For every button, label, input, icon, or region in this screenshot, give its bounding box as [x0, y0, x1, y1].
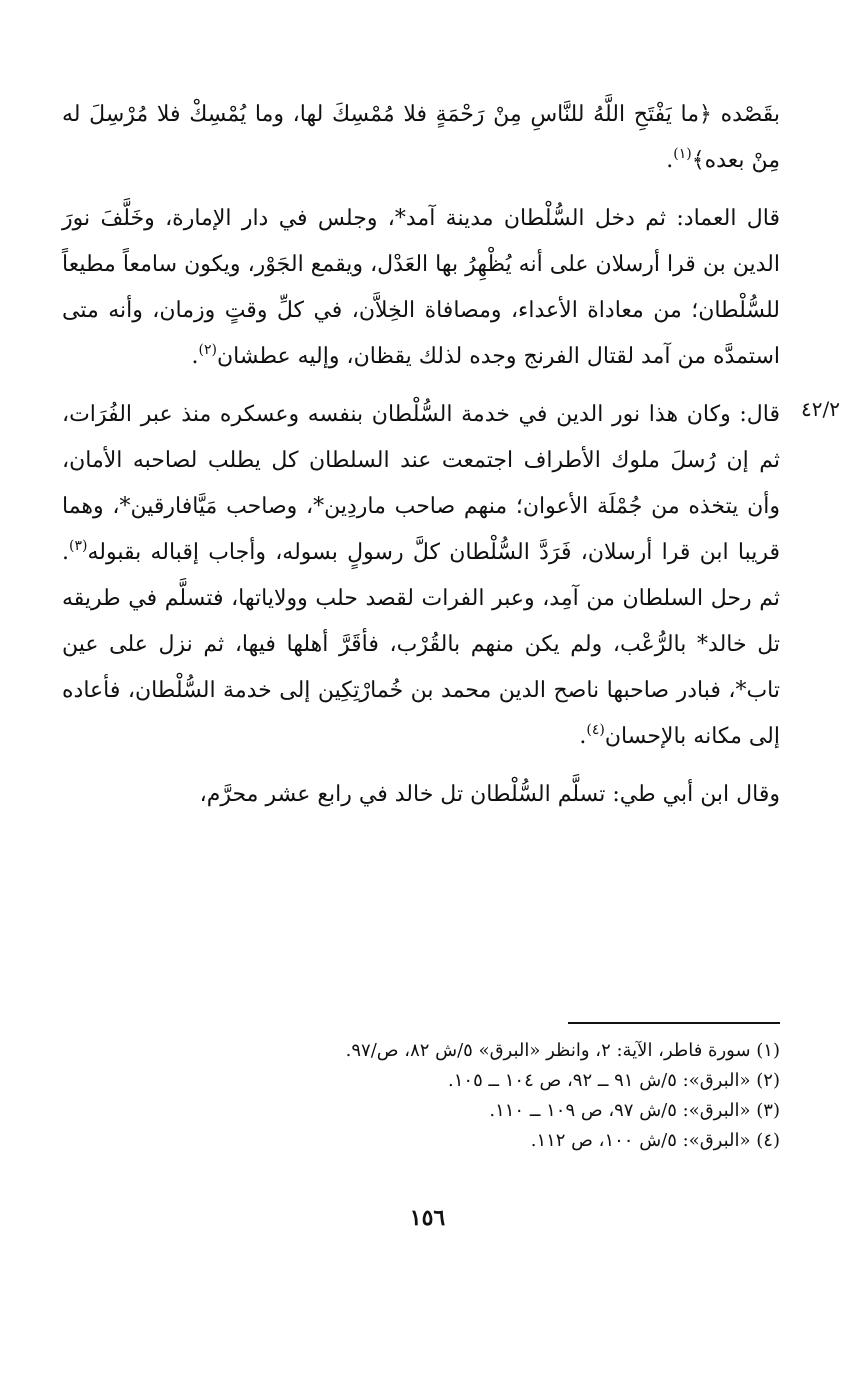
paragraph-tail: . [191, 344, 199, 369]
paragraph-2 [62, 196, 780, 380]
footnote-4: (٤) «البرق»: ٥/ش ١٠٠، ص ١١٢. [530, 1130, 780, 1151]
paragraph-4 [62, 772, 780, 818]
paragraph-text: وقال ابن أبي طي: تسلَّم السُّلْطان تل خالد في رابع عشر محرَّم، [199, 782, 780, 807]
footnote-marker: (٢) [198, 342, 217, 358]
paragraph-text: قال العماد: ثم دخل السُّلْطان مدينة آمد*، وجلس في دار الإمارة، وخَلَّفَ نورَ الدين بن قرا أرسلان على أنه يُظْهِرُ بها العَدْل، ويقمع الجَوْر، ويكون سامعاً مطيعاً للسُّلْطان؛ من معاداة الأعداء، ومصافاة الخِلاَّن، في كلِّ وقتٍ وزمان، وأنه متى استمدَّه من آمد لقتال الفرنج وجده لذلك يقظان، وإليه عطشان [62, 206, 780, 369]
footnote-marker: (٤) [586, 722, 605, 738]
page-number: ١٥٦ [409, 1205, 446, 1231]
paragraph-text: قال: وكان هذا نور الدين في خدمة السُّلْطان بنفسه وعسكره منذ عبر الفُرَات، ثم إن رُسلَ ملوك الأطراف اجتمعت عند السلطان كل يطلب لصاحبه الأمان، وأن يتخذه من جُمْلَة الأعوان؛ منهم صاحب ماردِين*، وصاحب مَيَّافارقين*، وهما قريبا ابن قرا أرسلان، فَرَدَّ السُّلْطان كلَّ رسولٍ بسوله، وأجاب إقباله بقبوله [62, 402, 780, 565]
paragraph-text: بقَصْده ﴿ما يَفْتَحِ اللَّهُ للنَّاسِ مِنْ رَحْمَةٍ فلا مُمْسِكَ لها، وما يُمْسِكْ فلا مُرْسِلَ له مِنْ بعده﴾ [62, 102, 780, 173]
footnote-3: (٣) «البرق»: ٥/ش ٩٧، ص ١٠٩ ــ ١١٠. [489, 1100, 780, 1121]
footnote-1: (١) سورة فاطر، الآية: ٢، وانظر «البرق» ٥/ش ٨٢، ص/٩٧. [345, 1040, 780, 1061]
footnote-2: (٢) «البرق»: ٥/ش ٩١ ــ ٩٢، ص ١٠٤ ــ ١٠٥. [448, 1070, 780, 1091]
footnote-divider [568, 1022, 780, 1024]
paragraph-tail: . [579, 724, 587, 749]
paragraph-3 [62, 392, 780, 760]
footnote-marker: (٣) [69, 538, 88, 554]
footnote-marker: (١) [673, 146, 692, 162]
margin-reference: ٤٢/٢ [801, 397, 840, 421]
footnotes [200, 1036, 780, 1156]
paragraph-tail: . [666, 148, 674, 173]
paragraph-tail: . ثم رحل السلطان من آمِد، وعبر الفرات لقصد حلب وولاياتها، فتسلَّم في طريقه تل خالد* بالرُّعْب، ولم يكن منهم بالقُرْب، فأقَرَّ أهلها فيها، ثم نزل على عين تاب*، فبادر صاحبها ناصح الدين محمد بن خُمارْتِكِين إلى خدمة السُّلْطان، فأعاده إلى مكانه بالإحسان [62, 540, 780, 749]
paragraph-1 [62, 92, 780, 184]
main-text [62, 92, 780, 818]
